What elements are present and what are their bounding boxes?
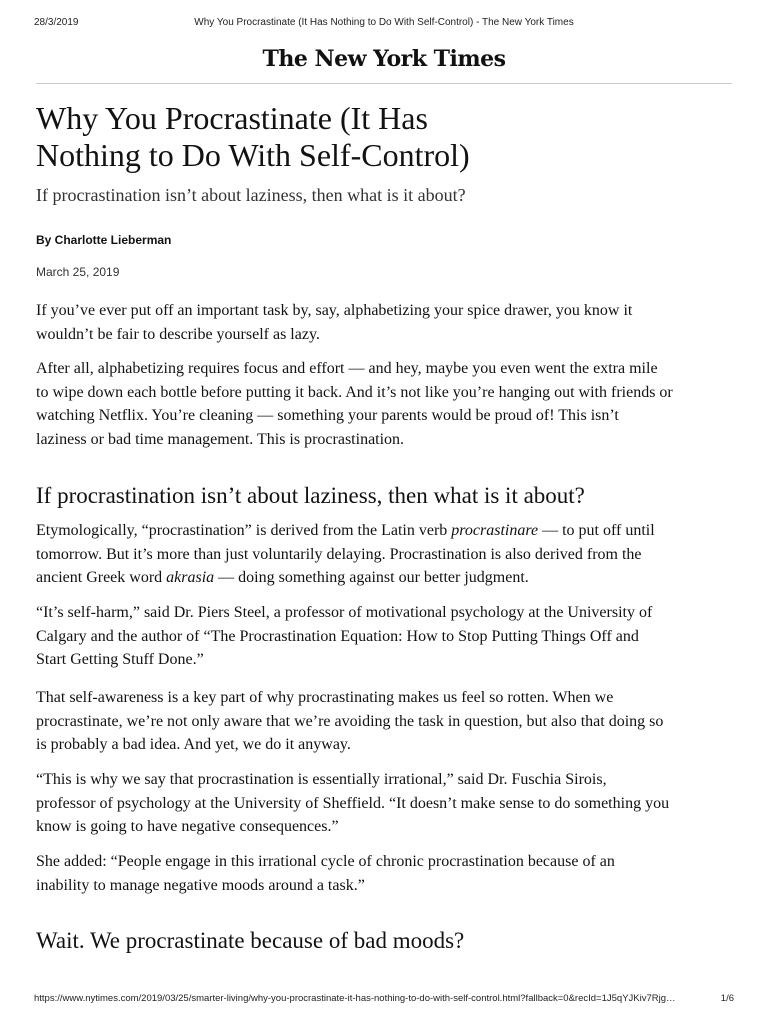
page-number: 1/6 <box>720 993 734 1004</box>
paragraph-line: laziness or bad time management. This is procrastination. <box>36 430 405 448</box>
article-summary: If procrastination isn’t about laziness, then what is it about? <box>36 185 466 205</box>
body-paragraph <box>36 850 736 897</box>
paragraph-line: If you’ve ever put off an important task by, say, alphabetizing your spice drawer, you know it <box>36 302 633 319</box>
masthead-logo[interactable]: The New York Times <box>262 46 506 72</box>
text-run: Etymologically, “procrastination” is derived from the Latin verb <box>36 522 452 539</box>
paragraph-line: That self-awareness is a key part of why procrastinating makes us feel so rotten. When we <box>36 689 614 706</box>
paragraph-line: Start Getting Stuff Done.” <box>36 651 204 668</box>
body-paragraph <box>36 357 736 451</box>
print-page-title: Why You Procrastinate (It Has Nothing to Do With Self-Control) - The New York Times <box>194 17 574 28</box>
publish-date: March 25, 2019 <box>36 265 120 279</box>
headline-line: Why You Procrastinate (It Has <box>36 100 428 136</box>
paragraph-line: tomorrow. But it’s more than just voluntarily delaying. Procrastination is also derived from the <box>36 545 642 563</box>
paragraph-line: procrastinate, we’re not only aware that we’re avoiding the task in question, but also that doing so <box>36 712 664 730</box>
print-header <box>34 17 734 31</box>
paragraph-line: inability to manage negative moods around a task.” <box>36 876 365 894</box>
body-paragraph <box>36 686 736 757</box>
print-footer <box>34 993 734 1007</box>
paragraph-line: is probably a bad idea. And yet, we do it anyway. <box>36 736 351 753</box>
paragraph-line: to wipe down each bottle before putting it back. And it’s not like you’re hanging out with friends or <box>36 383 673 401</box>
paragraph-line: watching Netflix. You’re cleaning — something your parents would be proud of! This isn’t <box>36 407 619 424</box>
body-paragraph <box>36 601 736 672</box>
print-url[interactable]: https://www.nytimes.com/2019/03/25/smarter-living/why-you-procrastinate-it-has-nothing-to-do-with-self-control.html?fallback=0&recId=1J5qYJKiv7Rjg… <box>34 993 676 1004</box>
text-run: — doing something against our better judgment. <box>214 569 529 586</box>
paragraph-line: Calgary and the author of “The Procrastination Equation: How to Stop Putting Things Off and <box>36 627 639 645</box>
paragraph-line: professor of psychology at the University of Sheffield. “It doesn’t make sense to do something you <box>36 794 670 812</box>
headline-line: Nothing to Do With Self-Control) <box>36 137 470 173</box>
text-run: — to put off until <box>538 522 655 539</box>
paragraph-line: After all, alphabetizing requires focus and effort — and hey, maybe you even went the extra mile <box>36 360 658 377</box>
byline[interactable]: By Charlotte Lieberman <box>36 233 172 247</box>
paragraph-line <box>36 519 736 543</box>
body-paragraph <box>36 299 736 346</box>
paragraph-line <box>36 566 736 590</box>
masthead-divider <box>36 83 732 84</box>
paragraph-line: “This is why we say that procrastination is essentially irrational,” said Dr. Fuschia Sirois, <box>36 771 607 788</box>
section-heading: Wait. We procrastinate because of bad moods? <box>36 928 465 953</box>
print-date: 28/3/2019 <box>34 17 79 28</box>
paragraph-line: know is going to have negative consequences.” <box>36 818 339 835</box>
paragraph-line: She added: “People engage in this irrational cycle of chronic procrastination because of an <box>36 853 615 870</box>
latin-term: procrastinare <box>451 522 539 539</box>
paragraph-line: wouldn’t be fair to describe yourself as lazy. <box>36 325 320 343</box>
etymology-paragraph <box>36 519 736 590</box>
section-heading: If procrastination isn’t about laziness, then what is it about? <box>36 483 585 508</box>
text-run: ancient Greek word <box>36 569 167 586</box>
article-headline <box>36 100 696 174</box>
body-paragraph <box>36 768 736 839</box>
paragraph-line: “It’s self-harm,” said Dr. Piers Steel, a professor of motivational psychology at the University of <box>36 604 653 621</box>
greek-term: akrasia <box>166 569 215 586</box>
